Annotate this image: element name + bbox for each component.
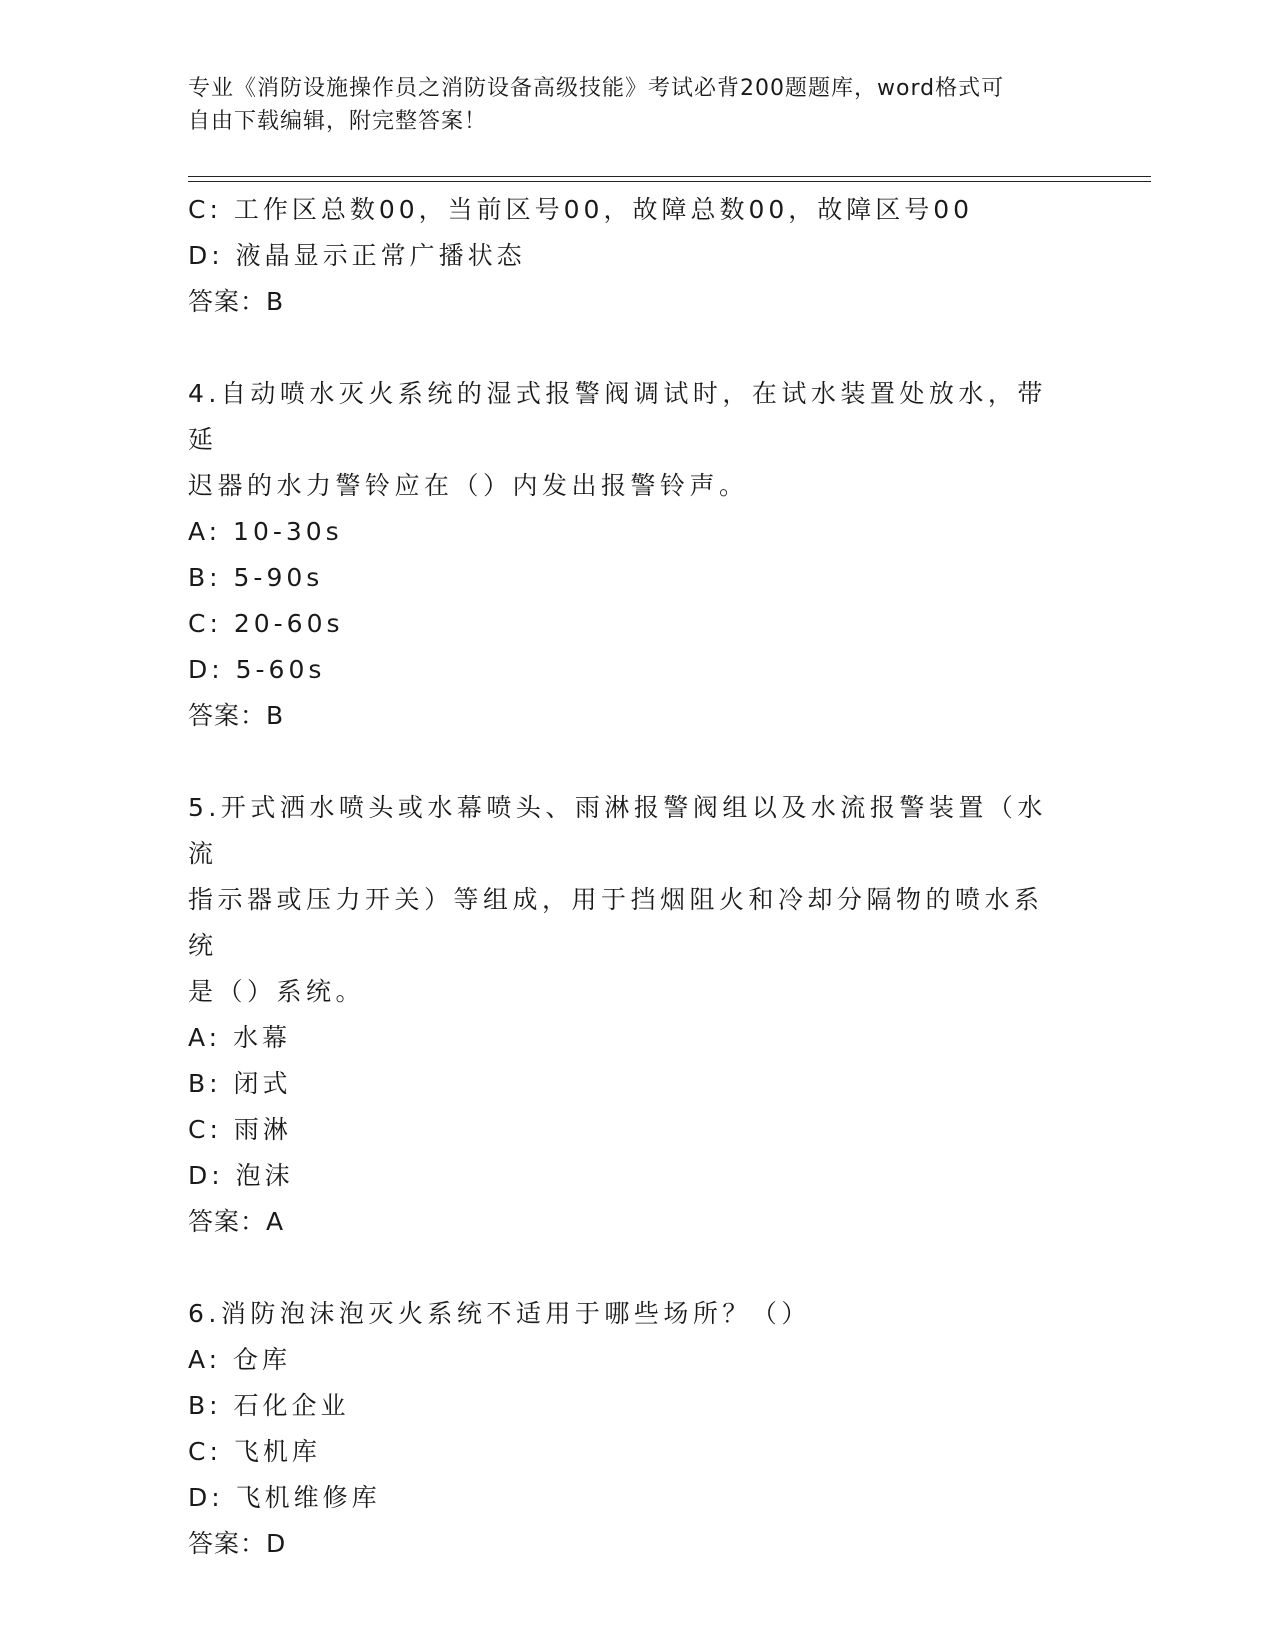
- option-d: D: 5-60s: [188, 655, 326, 684]
- question-text-line: 是（）系统。: [188, 977, 366, 1006]
- header-divider-top: [188, 176, 1151, 177]
- option-d: D: 液晶显示正常广播状态: [188, 241, 526, 270]
- option-d: D: 泡沫: [188, 1161, 294, 1190]
- option-b: B: 石化企业: [188, 1391, 350, 1420]
- option-c: C: 20-60s: [188, 609, 344, 638]
- answer: 答案：D: [188, 1529, 287, 1558]
- option-a: A: 10-30s: [188, 517, 343, 546]
- option-b: B: 闭式: [188, 1069, 292, 1098]
- question-text-line: 指示器或压力开关）等组成，用于挡烟阻火和冷却分隔物的喷水系统: [188, 885, 1044, 960]
- question-3-continued: [188, 187, 1088, 325]
- header-line-2: 自由下载编辑，附完整答案！: [188, 109, 488, 134]
- option-b: B: 5-90s: [188, 563, 324, 592]
- question-5: [188, 785, 1088, 1245]
- question-list: [188, 187, 1088, 1567]
- option-c: C: 雨淋: [188, 1115, 292, 1144]
- spacer: [188, 1245, 1088, 1291]
- option-c: C: 工作区总数00，当前区号00，故障总数00，故障区号00: [188, 195, 974, 224]
- header-line-1: 专业《消防设施操作员之消防设备高级技能》考试必背200题题库，word格式可: [188, 76, 1005, 101]
- option-d: D: 飞机维修库: [188, 1483, 381, 1512]
- header-divider-bottom: [188, 181, 1151, 182]
- document-header: [188, 72, 1068, 138]
- spacer: [188, 325, 1088, 371]
- question-text-line: 6.消防泡沫泡灭火系统不适用于哪些场所？（）: [188, 1299, 811, 1328]
- option-c: C: 飞机库: [188, 1437, 321, 1466]
- option-a: A: 仓库: [188, 1345, 292, 1374]
- question-text-line: 5.开式洒水喷头或水幕喷头、雨淋报警阀组以及水流报警装置（水流: [188, 793, 1047, 868]
- option-a: A: 水幕: [188, 1023, 292, 1052]
- answer: 答案：B: [188, 287, 285, 316]
- question-text-line: 4.自动喷水灭火系统的湿式报警阀调试时，在试水装置处放水，带延: [188, 379, 1047, 454]
- answer: 答案：B: [188, 701, 285, 730]
- question-text-line: 迟器的水力警铃应在（）内发出报警铃声。: [188, 471, 749, 500]
- question-4: [188, 371, 1088, 739]
- question-6: [188, 1291, 1088, 1567]
- answer: 答案：A: [188, 1207, 285, 1236]
- spacer: [188, 739, 1088, 785]
